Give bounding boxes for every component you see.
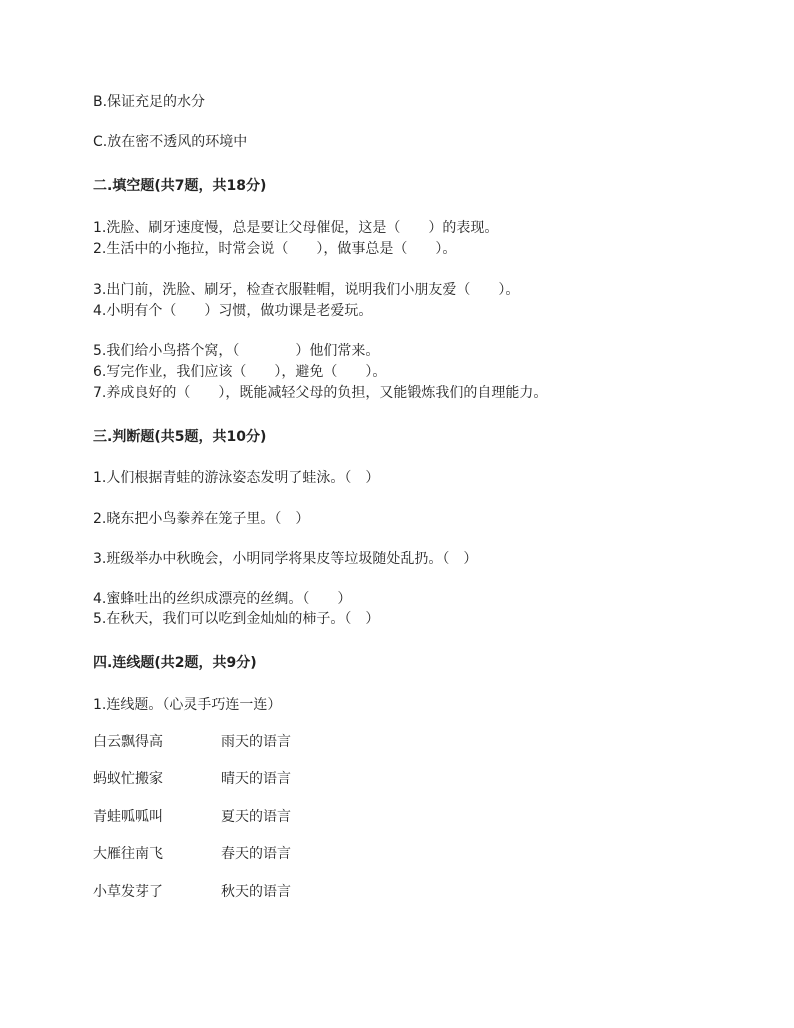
section-heading-matching: 四.连线题(共2题，共9分) [93,655,257,671]
true-false-item: 1.人们根据青蛙的游泳姿态发明了蛙泳。（ ） [93,470,380,486]
matching-left-item: 蚂蚁忙搬家 [93,771,163,787]
section-heading-fill-blank: 二.填空题(共7题，共18分) [93,178,267,194]
matching-right-item: 夏天的语言 [221,809,291,825]
fill-blank-item: 5.我们给小鸟搭个窝，（ ）他们常来。 [93,343,380,359]
fill-blank-item: 7.养成良好的（ ），既能减轻父母的负担，又能锻炼我们的自理能力。 [93,385,548,401]
true-false-item: 5.在秋天，我们可以吃到金灿灿的柿子。（ ） [93,611,380,627]
true-false-item: 4.蜜蜂吐出的丝织成漂亮的丝绸。（ ） [93,591,352,607]
matching-intro: 1.连线题。（心灵手巧连一连） [93,697,282,713]
matching-right-item: 雨天的语言 [221,734,291,750]
matching-left-item: 青蛙呱呱叫 [93,809,163,825]
true-false-item: 2.晓东把小鸟豢养在笼子里。（ ） [93,511,310,527]
matching-left-item: 大雁往南飞 [93,846,163,862]
matching-right-item: 晴天的语言 [221,771,291,787]
matching-left-item: 小草发芽了 [93,884,163,900]
fill-blank-item: 4.小明有个（ ）习惯，做功课是老爱玩。 [93,303,373,319]
matching-left-item: 白云飘得高 [93,734,163,750]
section-heading-true-false: 三.判断题(共5题，共10分) [93,429,267,445]
matching-right-item: 春天的语言 [221,846,291,862]
fill-blank-item: 6.写完作业，我们应该（ ），避免（ ）。 [93,364,387,380]
true-false-item: 3.班级举办中秋晚会，小明同学将果皮等垃圾随处乱扔。（ ） [93,551,478,567]
matching-right-item: 秋天的语言 [221,884,291,900]
fill-blank-item: 3.出门前，洗脸、刷牙，检查衣服鞋帽，说明我们小朋友爱（ ）。 [93,282,520,298]
option-c: C.放在密不透风的环境中 [93,134,248,150]
option-b: B.保证充足的水分 [93,94,206,110]
fill-blank-item: 2.生活中的小拖拉，时常会说（ ），做事总是（ ）。 [93,241,457,257]
fill-blank-item: 1.洗脸、刷牙速度慢，总是要让父母催促，这是（ ）的表现。 [93,220,499,236]
